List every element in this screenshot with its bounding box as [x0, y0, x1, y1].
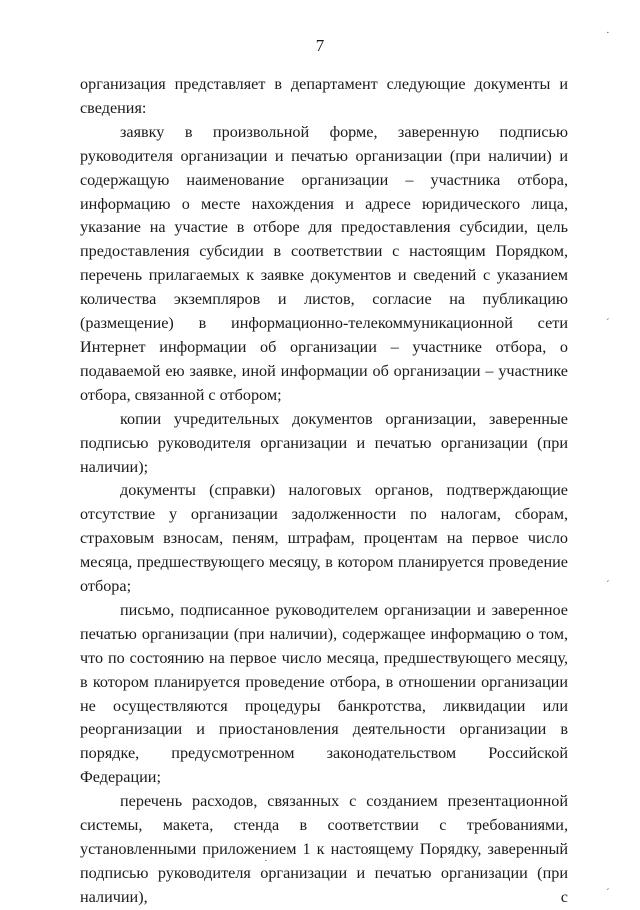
- scan-speck: ´: [606, 887, 610, 899]
- paragraph-founding-documents: копии учредительных документов организации, заверенные подписью руководителя организации и печатью организации (при наличии);: [80, 409, 568, 476]
- paragraph-intro: организация представляет в департамент следующие документы и сведения:: [80, 75, 568, 117]
- scan-speck: ´: [606, 579, 610, 591]
- paragraph-expense-list: перечень расходов, связанных с созданием презентационной системы, макета, стенда в соответствии с требованиями, установленными приложением 1 к настоящему Порядку, заверенный подписью руководителя организации и печатью организации (при наличии), с: [80, 792, 568, 906]
- paragraph-letter: письмо, подписанное руководителем организации и заверенное печатью организации (при наличии), содержащее информацию о том, что по состоянию на первое число месяца, предшествующего месяцу, в котором планируется проведение отбора, в отношении организации не осуществляются процедуры банкротства, ликвидации или реорганизации и приостановления деятельности организации в порядке, предусмотренном законодательством Российской Федерации;: [80, 600, 568, 787]
- paragraph-application: заявку в произвольной форме, заверенную подписью руководителя организации и печатью организации (при наличии) и содержащую наименование организации – участника отбора, информацию о месте нахождения и адресе юридического лица, указание на участие в отборе для предоставления субсидии, цель предоставления субсидии в соответствии с настоящим Порядком, перечень прилагаемых к заявке документов и сведений с указанием количества экземпляров и листов, согласие на публикацию (размещение) в информационно-телекоммуникационной сети Интернет информации об организации – участнике отбора, о подаваемой ею заявке, иной информации об организации – участнике отбора, связанной с отбором;: [80, 122, 568, 404]
- paragraph-tax-certificates: документы (справки) налоговых органов, подтверждающие отсутствие у организации задолженности по налогам, сборам, страховым взносам, пеням, штрафам, процентам на первое число месяца, предшествующего месяцу, в котором планируется проведение отбора;: [80, 481, 568, 596]
- scan-speck: ·: [264, 855, 268, 867]
- document-body: [80, 73, 568, 910]
- scan-speck: ·: [606, 27, 610, 39]
- scan-speck: ´: [606, 317, 610, 329]
- page-number: 7: [315, 36, 325, 55]
